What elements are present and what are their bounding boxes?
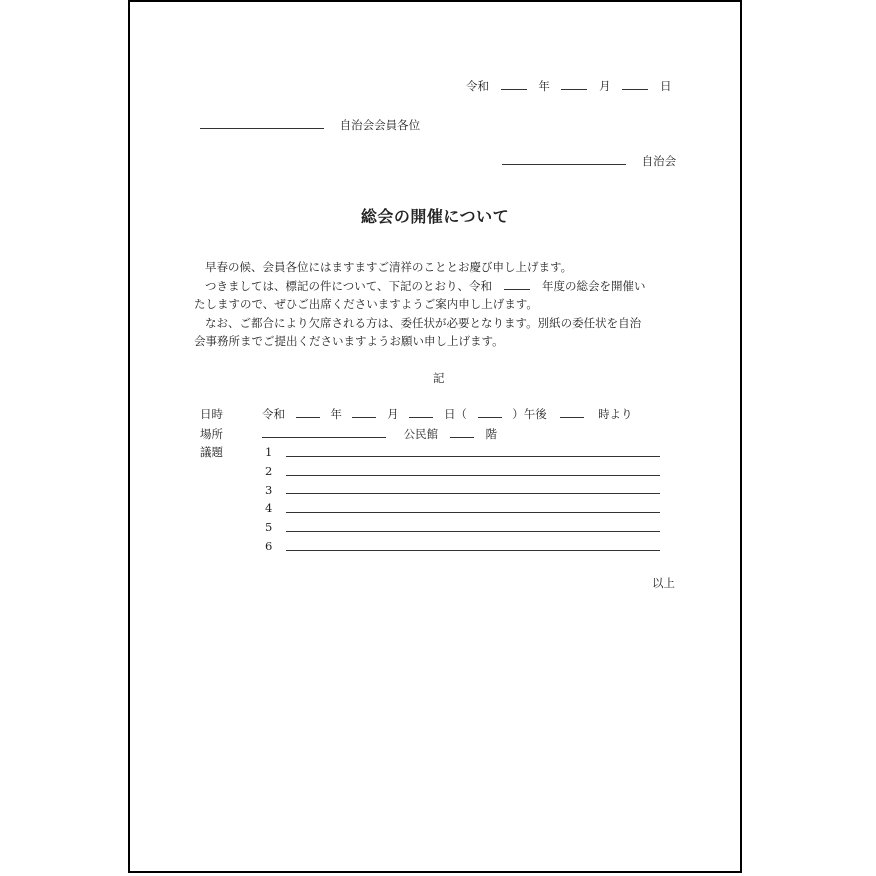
agenda-number-1: 1 bbox=[265, 445, 273, 459]
agenda-line-6 bbox=[286, 550, 660, 551]
agenda-line-4 bbox=[286, 512, 660, 513]
addressee bbox=[200, 118, 420, 132]
agenda-number-4: 4 bbox=[265, 501, 273, 515]
addressee-blank bbox=[200, 118, 324, 129]
agenda-line-1 bbox=[286, 456, 660, 457]
header-month-blank bbox=[561, 79, 587, 90]
body-line-2 bbox=[194, 277, 690, 296]
body-line-1: 早春の候、会員各位にはますますご清祥のこととお慶び申し上げます。 bbox=[205, 260, 573, 274]
date-row bbox=[262, 407, 633, 421]
date-day-blank bbox=[409, 407, 433, 418]
body-text bbox=[194, 258, 690, 351]
date-year: 年 bbox=[330, 407, 342, 421]
agenda-number-5: 5 bbox=[265, 520, 273, 534]
place-floor-blank bbox=[450, 427, 474, 438]
agenda-number-2: 2 bbox=[265, 464, 273, 478]
header-day: 日 bbox=[659, 79, 672, 93]
header-year-blank bbox=[501, 79, 527, 90]
ki-heading: 記 bbox=[433, 371, 445, 385]
body-line-2b: 年度の総会を開催い bbox=[542, 278, 646, 293]
agenda-line-2 bbox=[286, 475, 660, 476]
place-label: 場所 bbox=[200, 427, 223, 441]
sender-blank bbox=[502, 154, 626, 165]
agenda-label: 議題 bbox=[200, 445, 223, 459]
date-month-blank bbox=[352, 407, 376, 418]
body-year-blank bbox=[504, 279, 530, 290]
header-month: 月 bbox=[599, 79, 611, 93]
sender-label: 自治会 bbox=[641, 154, 677, 168]
date-paren-close: ）午後 bbox=[512, 407, 547, 421]
document-title: 総会の開催について bbox=[360, 207, 510, 226]
date-month: 月 bbox=[387, 407, 399, 421]
body-line-4: なお、ご都合により欠席される方は、委任状が必要となります。別紙の委任状を自治 bbox=[205, 315, 642, 330]
date-hour-blank bbox=[560, 407, 584, 418]
document-page bbox=[128, 0, 742, 873]
body-line-5: 会事務所までご提出くださいますようお願い申し上げます。 bbox=[194, 334, 504, 348]
addressee-label: 自治会会員各位 bbox=[339, 118, 421, 132]
place-row bbox=[262, 427, 497, 441]
date-time: 時より bbox=[598, 407, 633, 421]
header-day-blank bbox=[622, 79, 648, 90]
agenda-number-3: 3 bbox=[265, 483, 273, 497]
place-floor: 階 bbox=[485, 427, 497, 441]
sender bbox=[502, 154, 676, 168]
header-reiwa: 令和 bbox=[466, 79, 489, 93]
place-hall: 公民館 bbox=[403, 427, 439, 441]
closing: 以上 bbox=[652, 576, 675, 590]
date-day: 日（ bbox=[443, 407, 467, 421]
date-weekday-blank bbox=[478, 407, 502, 418]
header-date bbox=[466, 79, 671, 93]
header-year: 年 bbox=[538, 79, 550, 93]
date-label: 日時 bbox=[200, 407, 223, 421]
date-year-blank bbox=[296, 407, 320, 418]
date-reiwa: 令和 bbox=[262, 407, 285, 421]
body-line-2a: つきましては、標記の件について、下記のとおり、令和 bbox=[205, 278, 493, 293]
body-line-3: たしますので、ぜひご出席くださいますようご案内申し上げます。 bbox=[194, 297, 538, 311]
agenda-line-5 bbox=[286, 531, 660, 532]
agenda-number-6: 6 bbox=[265, 539, 273, 553]
place-blank bbox=[262, 427, 386, 438]
agenda-line-3 bbox=[286, 493, 660, 494]
